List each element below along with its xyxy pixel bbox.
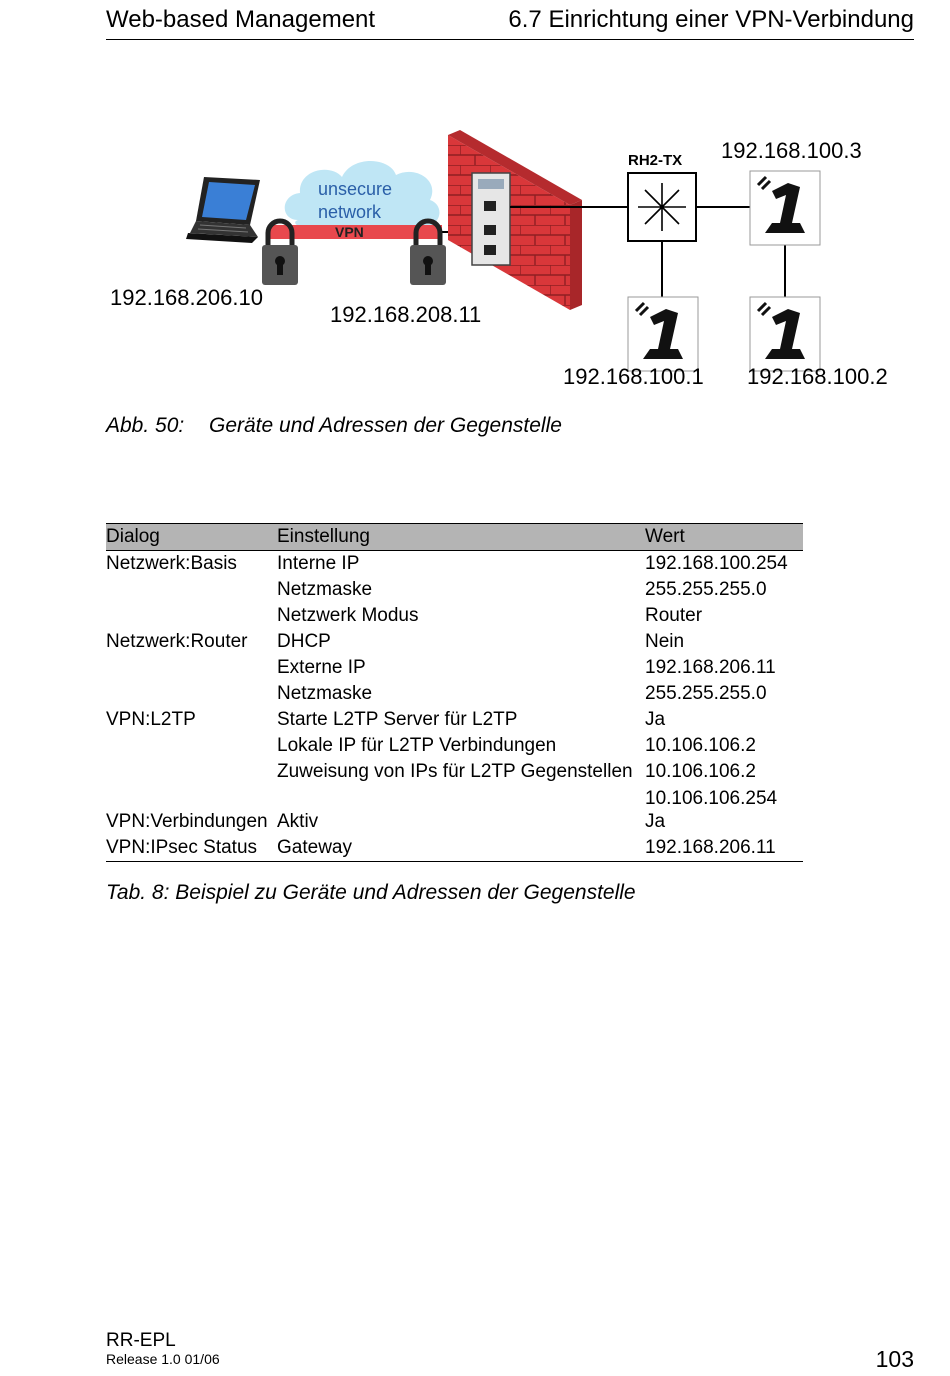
- cell-setting: Aktiv: [277, 811, 319, 832]
- settings-table: [106, 523, 803, 862]
- switch-icon: [628, 173, 696, 241]
- cell-value: 10.106.106.2: [645, 735, 756, 756]
- cell-setting: Gateway: [277, 835, 645, 862]
- header-section-title: Web-based Management: [106, 6, 376, 33]
- ip-label-robot-right: 192.168.100.2: [747, 364, 888, 389]
- robot-icon: [628, 297, 698, 371]
- cell-setting: Externe IP: [277, 657, 366, 678]
- table-row: [106, 603, 803, 629]
- vpn-label: VPN: [335, 224, 364, 240]
- ip-label-robot-top: 192.168.100.3: [721, 138, 862, 163]
- cell-setting: DHCP: [277, 631, 331, 652]
- cell-dialog: [106, 655, 277, 681]
- ip-label-router: 192.168.208.11: [330, 302, 482, 327]
- switch-label: RH2-TX: [628, 152, 683, 169]
- cell-dialog: VPN:L2TP: [106, 709, 196, 730]
- table-row: [106, 629, 803, 655]
- cell-value-line1: 10.106.106.2: [645, 761, 756, 782]
- header-chapter-title: 6.7 Einrichtung einer VPN-Verbindung: [508, 6, 914, 33]
- cell-dialog: [106, 577, 277, 603]
- cell-dialog: Netzwerk:Router: [106, 631, 248, 652]
- cell-value-line2: 10.106.106.254: [645, 788, 778, 809]
- cell-value: Router: [645, 605, 703, 626]
- table-row: [106, 681, 803, 707]
- ip-label-laptop: 192.168.206.10: [110, 285, 263, 310]
- cell-dialog: Netzwerk:Basis: [106, 553, 237, 574]
- table-row: [106, 551, 803, 578]
- robot-icon: [750, 171, 820, 245]
- table-row: [106, 835, 803, 862]
- header-rule: [106, 39, 914, 40]
- figure-caption-number: Abb. 50:: [106, 414, 185, 437]
- column-header-value: Wert: [645, 524, 803, 551]
- cloud-icon: [285, 161, 440, 227]
- footer-product: RR-EPL: [106, 1330, 176, 1351]
- cell-value: 255.255.255.0: [645, 579, 767, 600]
- cell-value: 192.168.206.11: [645, 657, 776, 678]
- network-diagram: [100, 125, 920, 405]
- page-number: 103: [875, 1346, 914, 1372]
- column-header-setting: Einstellung: [277, 524, 645, 551]
- table-row: [106, 577, 803, 603]
- cell-value: Ja: [645, 709, 666, 730]
- table-row: [106, 809, 803, 835]
- cloud-label-line1: unsecure: [318, 179, 393, 199]
- cell-setting: Netzmaske: [277, 683, 373, 704]
- cell-dialog: VPN:IPsec Status: [106, 835, 277, 862]
- cell-dialog: VPN:Verbindungen: [106, 811, 268, 832]
- ip-label-robot-left: 192.168.100.1: [563, 364, 704, 389]
- table-row: [106, 707, 803, 733]
- cell-dialog: [106, 759, 277, 809]
- cell-dialog: [106, 733, 277, 759]
- cell-value: [645, 759, 803, 809]
- cell-dialog: [106, 681, 277, 707]
- cell-setting: Starte L2TP Server für L2TP: [277, 709, 518, 730]
- cloud-label-line2: network: [318, 202, 382, 222]
- cell-setting: Lokale IP für L2TP Verbindungen: [277, 735, 557, 756]
- table-row: [106, 655, 803, 681]
- cell-value: Nein: [645, 631, 685, 652]
- router-icon: [472, 173, 510, 265]
- figure-caption-text: Geräte und Adressen der Gegenstelle: [209, 414, 562, 437]
- figure-caption: [106, 414, 562, 438]
- cell-setting: Zuweisung von IPs für L2TP Gegenstellen: [277, 761, 633, 782]
- table-row: [106, 759, 803, 809]
- cell-value: 192.168.206.11: [645, 835, 803, 862]
- cell-setting: Netzwerk Modus: [277, 605, 419, 626]
- table-header-row: [106, 524, 803, 551]
- cell-value: Ja: [645, 811, 666, 832]
- table-caption: Tab. 8: Beispiel zu Geräte und Adressen der Gegenstelle: [106, 881, 636, 904]
- firewall-icon: [448, 130, 582, 310]
- footer-release: Release 1.0 01/06: [106, 1351, 220, 1367]
- cell-setting: Netzmaske: [277, 579, 373, 600]
- cell-value: 255.255.255.0: [645, 683, 767, 704]
- robot-icon: [750, 297, 820, 371]
- laptop-icon: [186, 177, 260, 243]
- column-header-dialog: Dialog: [106, 524, 277, 551]
- cell-setting: Interne IP: [277, 553, 360, 574]
- table-row: [106, 733, 803, 759]
- cell-value: 192.168.100.254: [645, 553, 788, 574]
- cell-dialog: [106, 603, 277, 629]
